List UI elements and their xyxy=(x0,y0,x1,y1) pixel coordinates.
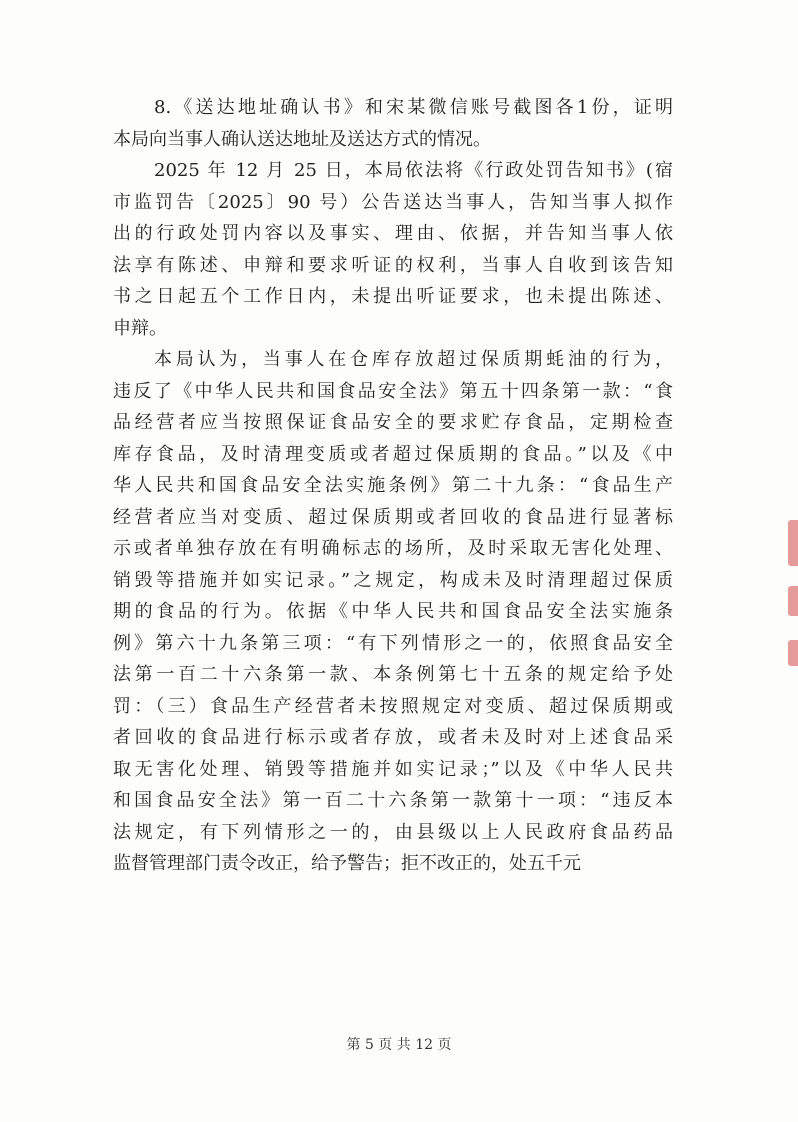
text-line: 法享有陈述、申辩和要求听证的权利，当事人自收到该告知 xyxy=(113,254,673,276)
paragraph xyxy=(113,155,673,344)
text-line: 库存食品，及时清理变质或者超过保质期的食品。”以及《中 xyxy=(113,443,673,465)
text-line: 华人民共和国食品安全法实施条例》第二十九条：“食品生产 xyxy=(113,475,673,496)
text-line: 2025 年 12 月 25 日，本局依法将《行政处罚告知书》(宿 xyxy=(154,160,673,181)
text-line: 本局认为，当事人在仓库存放超过保质期蚝油的行为， xyxy=(154,349,673,370)
seal-edge-mark xyxy=(788,586,798,616)
text-line: 8.《送达地址确认书》和宋某微信账号截图各1份，证明 xyxy=(154,97,673,118)
paragraph xyxy=(113,92,673,155)
text-line: 出的行政处罚内容以及事实、理由、依据，并告知当事人依 xyxy=(113,223,673,244)
text-line: 示或者单独存放在有明确标志的场所，及时采取无害化处理、 xyxy=(113,538,673,559)
text-line: 违反了《中华人民共和国食品安全法》第五十四条第一款：“食 xyxy=(113,380,673,402)
text-line: 申辩。 xyxy=(113,317,167,339)
text-line: 监督管理部门责令改正，给予警告；拒不改正的，处五千元 xyxy=(113,853,581,874)
text-line: 书之日起五个工作日内，未提出听证要求，也未提出陈述、 xyxy=(113,286,673,307)
text-line: 法规定，有下列情形之一的，由县级以上人民政府食品药品 xyxy=(113,821,673,843)
seal-edge-mark xyxy=(788,640,798,666)
document-body xyxy=(113,92,673,880)
text-line: 和国食品安全法》第一百二十六条第一款第十一项：“违反本 xyxy=(113,790,673,811)
text-line: 本局向当事人确认送达地址及送达方式的情况。 xyxy=(113,128,491,150)
text-line: 品经营者应当按照保证食品安全的要求贮存食品，定期检查 xyxy=(113,412,673,433)
text-line: 罚：（三）食品生产经营者未按照规定对变质、超过保质期或 xyxy=(113,695,673,717)
text-line: 市监罚告〔2025〕90 号）公告送达当事人，告知当事人拟作 xyxy=(113,191,673,213)
text-line: 期的食品的行为。依据《中华人民共和国食品安全法实施条 xyxy=(113,601,673,622)
text-line: 经营者应当对变质、超过保质期或者回收的食品进行显著标 xyxy=(113,506,673,528)
text-line: 销毁等措施并如实记录。”之规定，构成未及时清理超过保质 xyxy=(113,569,673,591)
seal-edge-mark xyxy=(788,520,798,566)
page-number: 第 5 页 共 12 页 xyxy=(346,1037,452,1053)
text-line: 者回收的食品进行标示或者存放，或者未及时对上述食品采 xyxy=(113,727,673,748)
text-line: 法第一百二十六条第一款、本条例第七十五条的规定给予处 xyxy=(113,664,673,685)
text-line: 例》第六十九条第三项：“有下列情形之一的，依照食品安全 xyxy=(113,632,673,654)
text-line: 取无害化处理、销毁等措施并如实记录；”以及《中华人民共 xyxy=(113,758,673,780)
paragraph xyxy=(113,344,673,880)
